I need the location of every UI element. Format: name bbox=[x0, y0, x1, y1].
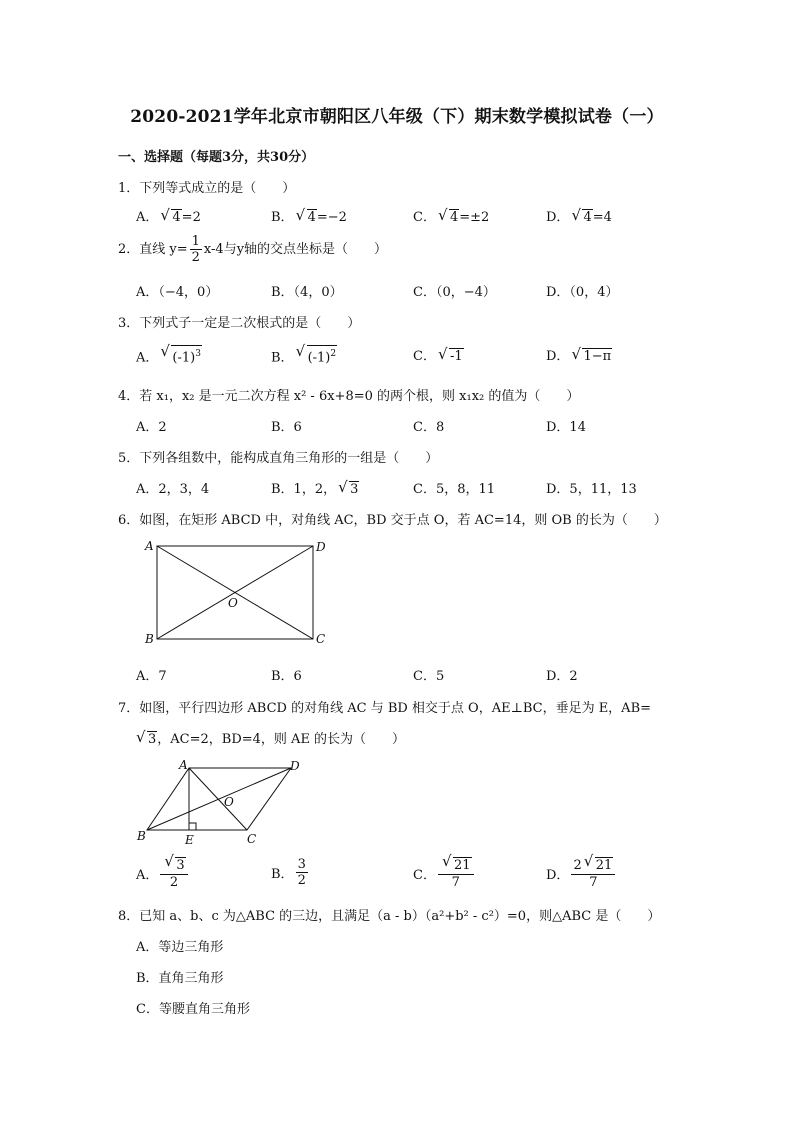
question-1-stem: 1．下列等式成立的是（ ） bbox=[118, 181, 296, 196]
q2-option-d: D．（0，4） bbox=[546, 285, 619, 300]
q5-option-d: D．5，11，13 bbox=[546, 482, 637, 497]
q5-option-a: A．2，3，4 bbox=[136, 482, 210, 497]
q1-option-d: D．√ 4=4 bbox=[546, 206, 612, 226]
q4-option-b: B．6 bbox=[271, 420, 302, 435]
rectangle-abcd-figure bbox=[140, 534, 340, 649]
fig7-label-c: C bbox=[247, 832, 257, 846]
page-title: 2020-2021学年北京市朝阳区八年级（下）期末数学模拟试卷（一） bbox=[130, 107, 664, 127]
question-4-stem: 4．若 x₁，x₂ 是一元二次方程 x² - 6x+8=0 的两个根，则 x₁x₂ 的值为（ ） bbox=[118, 389, 580, 404]
q6-option-d: D．2 bbox=[546, 669, 578, 684]
section-heading: 一、选择题（每题3分，共30分） bbox=[118, 150, 315, 165]
fig6-label-d: D bbox=[316, 540, 326, 554]
q8-option-b: B．直角三角形 bbox=[136, 971, 224, 986]
fig6-label-o: O bbox=[228, 596, 238, 610]
question-7-stem-line2: √ 3，AC=2，BD=4，则 AE 的长为（ ） bbox=[134, 728, 405, 748]
q4-option-c: C．8 bbox=[413, 420, 445, 435]
fig6-label-b: B bbox=[145, 632, 154, 646]
question-2-stem: 2．直线 y= $\frac{1}{2}$ x-4与y轴的交点坐标是（ ） bbox=[118, 234, 388, 265]
fig7-label-o: O bbox=[224, 795, 234, 809]
q3-option-c: C．√ -1 bbox=[413, 345, 464, 365]
fig7-label-a: A bbox=[179, 758, 188, 772]
question-5-stem: 5．下列各组数中，能构成直角三角形的一组是（ ） bbox=[118, 451, 439, 466]
q5-option-c: C．5，8，11 bbox=[413, 482, 496, 497]
q8-option-c: C．等腰直角三角形 bbox=[136, 1002, 250, 1017]
q3-option-a: A．√ $(-1)^3$ bbox=[136, 345, 202, 366]
q2-option-a: A．（−4，0） bbox=[136, 285, 219, 300]
q4-option-a: A．2 bbox=[136, 420, 167, 435]
q6-option-a: A．7 bbox=[136, 669, 167, 684]
question-6-stem: 6．如图，在矩形 ABCD 中，对角线 AC，BD 交于点 O，若 AC=14，则 OB 的长为（ ） bbox=[118, 513, 667, 528]
fig7-label-b: B bbox=[137, 829, 146, 843]
q5-option-b: B．1，2，√ 3 bbox=[271, 478, 359, 498]
q2-option-b: B．（4，0） bbox=[271, 285, 343, 300]
q7-option-b: B． $\frac{3}{2}$ bbox=[271, 857, 306, 888]
q1-option-a: A．√ 4=2 bbox=[136, 206, 201, 226]
q3-option-d: D．√ 1−π bbox=[546, 345, 612, 365]
q4-option-d: D．14 bbox=[546, 420, 586, 435]
q1-option-c: C．√ 4=±2 bbox=[413, 206, 489, 226]
q6-option-b: B．6 bbox=[271, 669, 302, 684]
question-3-stem: 3．下列式子一定是二次根式的是（ ） bbox=[118, 316, 361, 331]
q7-option-d: D． $\frac{2√ 21}{7}$ bbox=[546, 857, 617, 890]
q7-option-a: A． √ $\frac{3}{2}$ bbox=[136, 857, 190, 890]
q3-option-b: B．√ $(-1)^2$ bbox=[271, 345, 337, 366]
question-8-stem: 8．已知 a、b、c 为△ABC 的三边，且满足（a - b）（a²+b² - c²）=0，则△ABC 是（ ） bbox=[118, 909, 661, 924]
parallelogram-abcd-figure bbox=[134, 756, 334, 848]
q7-option-c: C． √ $\frac{21}{7}$ bbox=[413, 857, 476, 890]
fig6-label-a: A bbox=[145, 539, 154, 553]
q8-option-a: A．等边三角形 bbox=[136, 940, 224, 955]
fig6-label-c: C bbox=[316, 632, 326, 646]
question-7-stem-line1: 7．如图，平行四边形 ABCD 的对角线 AC 与 BD 相交于点 O，AE⊥BC，垂足为 E，AB= bbox=[118, 701, 652, 716]
q2-option-c: C．（0，−4） bbox=[413, 285, 496, 300]
fig7-label-d: D bbox=[290, 759, 300, 773]
q6-option-c: C．5 bbox=[413, 669, 445, 684]
fig7-label-e: E bbox=[185, 833, 194, 847]
q1-option-b: B．√ 4=−2 bbox=[271, 206, 347, 226]
